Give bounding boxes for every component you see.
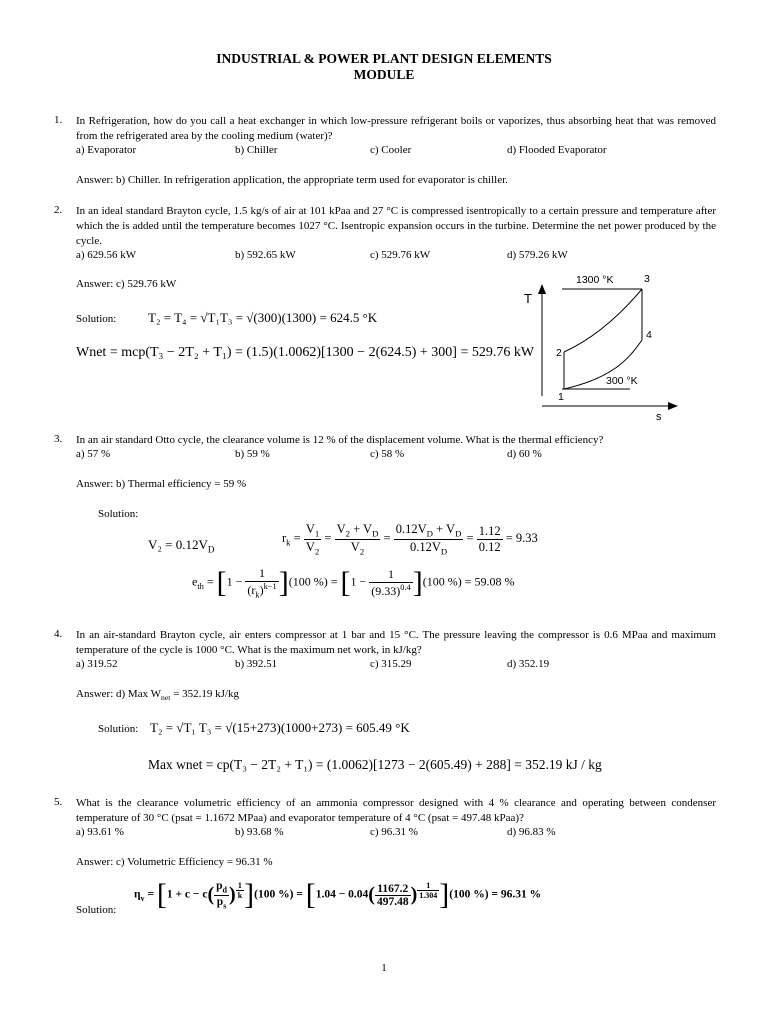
q5-equation: $\eta_v = [1 + c - c$( $\frac{p_d}{p_s}$ ) $^{\frac{1}{k}}$ ](100 %) = [1.04 − 0.04( $\frac{1167.2}{497.48}$ ) $^{\frac{1}{1.304}}$ ](100 %) = 96.31 % bbox=[134, 878, 542, 911]
ts-diagram bbox=[520, 268, 690, 423]
q3-equation-eth: $e_{th} = [1$ − $\frac{1}{(r_k)^{k-1}}$ ](100 %) = [1 − $\frac{1}{(9.33)^{0.4}}$ ](100 %) = 59.08 % bbox=[192, 565, 515, 600]
diagram-label-300k: 300 °K bbox=[606, 375, 638, 387]
q4-answer: Answer: d) Max $W_{net} = 352.19$ kJ/kg bbox=[76, 688, 239, 703]
q1-option-b: b) Chiller bbox=[235, 144, 278, 156]
q5-option-d: d) 96.83 % bbox=[507, 826, 556, 838]
q4-solution-label: Solution: bbox=[98, 723, 139, 735]
q2-answer: Answer: c) 529.76 kW bbox=[76, 278, 177, 290]
q2-option-a: a) 629.56 kW bbox=[76, 249, 137, 261]
diagram-axis-t: T bbox=[524, 291, 532, 306]
q5-option-c: c) 96.31 % bbox=[370, 826, 418, 838]
q4-option-a: a) 319.52 bbox=[76, 658, 118, 670]
question-number-1: 1. bbox=[54, 114, 63, 126]
q4-option-d: d) 352.19 bbox=[507, 658, 550, 670]
q4-option-b: b) 392.51 bbox=[235, 658, 278, 670]
q2-solution-label: Solution: bbox=[76, 313, 117, 325]
q3-option-b: b) 59 % bbox=[235, 448, 270, 460]
q2-option-b: b) 592.65 kW bbox=[235, 249, 296, 261]
q2-equation-1: T₂ = T₄ = √T₁T₃ = √(300)(1300) = 624.5 °K bbox=[148, 310, 378, 325]
q3-equation-rk: $r_k$ = $\frac{V_1}{V_2}$ = $\frac{V_2 + V_D}{V_2}$ = $\frac{0.12V_D + V_D}{0.12V_D}$ = $\frac{1.12}{0.12}$ = 9.33 bbox=[282, 522, 538, 556]
q4-equation-2: Max wnet = cp(T₃ − 2T₂ + T₁) = (1.0062)[1273 − 2(605.49) + 288] = 352.19 kJ / kg bbox=[148, 757, 602, 772]
diagram-point-3: 3 bbox=[644, 273, 650, 285]
q2-option-c: c) 529.76 kW bbox=[370, 249, 431, 261]
diagram-axis-s: s bbox=[656, 411, 662, 423]
q5-solution-label: Solution: bbox=[76, 904, 117, 916]
q1-answer: Answer: b) Chiller. In refrigeration application, the appropriate term used for evaporator is chiller. bbox=[76, 174, 508, 186]
q2-equation-2: Wnet = mcp(T₃ − 2T₂ + T₁) = (1.5)(1.0062)[1300 − 2(624.5) + 300] = 529.76 kW bbox=[76, 345, 535, 360]
question-text-4: In an air-standard Brayton cycle, air enters compressor at 1 bar and 15 °C. The pressure leaving the compressor is 0.6 MPaa and maximum temperature of the cycle is 1000 °C. What is the maximum net work, in kJ/kg? bbox=[76, 629, 716, 656]
q1-option-a: a) Evaporator bbox=[76, 144, 137, 156]
q5-answer: Answer: c) Volumetric Efficiency = 96.31 % bbox=[76, 856, 273, 868]
q3-option-d: d) 60 % bbox=[507, 448, 542, 460]
q3-answer: Answer: b) Thermal efficiency = 59 % bbox=[76, 478, 247, 490]
question-text-3: In an air standard Otto cycle, the clearance volume is 12 % of the displacement volume. What is the thermal efficiency? bbox=[76, 434, 604, 446]
question-number-2: 2. bbox=[54, 204, 63, 216]
page-number: 1 bbox=[381, 962, 387, 974]
q5-option-a: a) 93.61 % bbox=[76, 826, 124, 838]
question-text-5: What is the clearance volumetric efficiency of an ammonia compressor designed with 4 % clearance and operating between condenser temperature of 30 °C (psat = 1.1672 MPaa) and evaporator temperature of 4 °C (psat = 497.48 kPaa)? bbox=[76, 797, 716, 824]
question-number-5: 5. bbox=[54, 796, 63, 808]
diagram-point-1: 1 bbox=[558, 391, 564, 403]
q3-option-a: a) 57 % bbox=[76, 448, 111, 460]
q3-option-c: c) 58 % bbox=[370, 448, 405, 460]
q2-option-d: d) 579.26 kW bbox=[507, 249, 568, 261]
question-text-1: In Refrigeration, how do you call a heat exchanger in which low-pressure refrigerant boils or vaporizes, thus absorbing heat that was removed from the refrigerated area by the cooling medium (water)? bbox=[76, 115, 716, 142]
question-number-4: 4. bbox=[54, 628, 63, 640]
q3-solution-label: Solution: bbox=[98, 508, 139, 520]
question-text-2: In an ideal standard Brayton cycle, 1.5 kg/s of air at 101 kPaa and 27 °C is compressed isentropically to a certain pressure and temperature after which the is added until the temperature becomes 1027 °C. Isentropic expansion occurs in the turbine. Determine the net power produced by the cycle. bbox=[76, 205, 716, 247]
q3-equation-v2: $V_2 = 0.12V_D$ bbox=[148, 537, 215, 555]
diagram-point-4: 4 bbox=[646, 329, 652, 341]
q1-option-c: c) Cooler bbox=[370, 144, 412, 156]
diagram-label-1300k: 1300 °K bbox=[576, 274, 614, 286]
page-title: INDUSTRIAL & POWER PLANT DESIGN ELEMENTS bbox=[216, 51, 552, 66]
q5-option-b: b) 93.68 % bbox=[235, 826, 284, 838]
diagram-point-2: 2 bbox=[556, 347, 562, 359]
q4-equation-1: T₂ = √T₁ T₃ = √(15+273)(1000+273) = 605.49 °K bbox=[150, 720, 410, 735]
question-number-3: 3. bbox=[54, 433, 63, 445]
page-subtitle: MODULE bbox=[353, 67, 415, 82]
q1-option-d: d) Flooded Evaporator bbox=[507, 144, 607, 156]
q4-option-c: c) 315.29 bbox=[370, 658, 412, 670]
